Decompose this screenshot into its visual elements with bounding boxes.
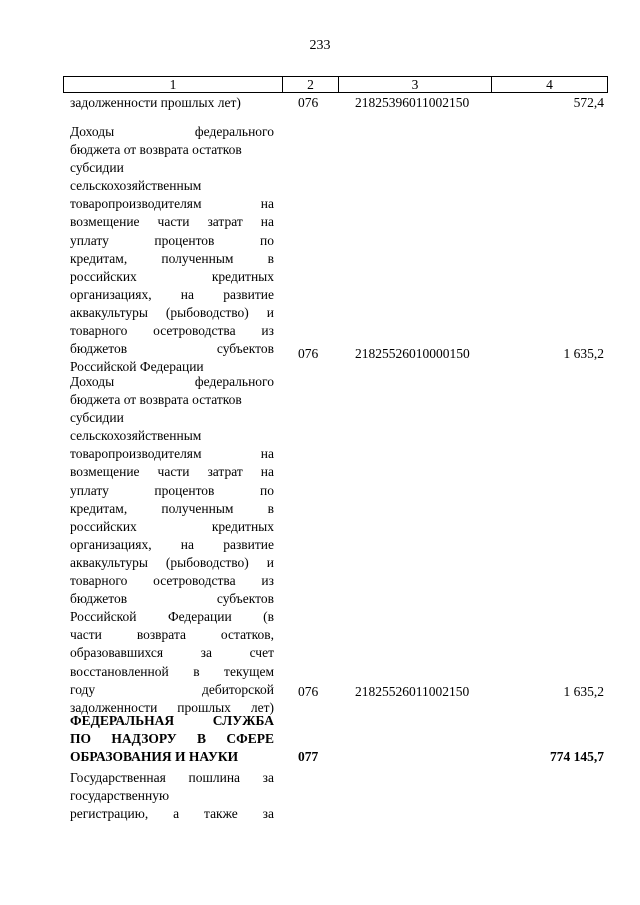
row-description: Доходы федерального бюджета от возврата остатков субсидии сельскохозяйственным товаропроизводителям на возмещение части затрат на уплату процентов по кредитам, полученным в российских кредитных организациях, на развитие аквакультуры (рыбоводство) и товарного осетроводства из бюджетов субъектов Российской Федерации (в части возврата остатков, образовавшихся за счет восстановленной в текущем году дебиторской задолженности прошлых лет) <box>70 374 274 715</box>
column-header-1: 1 <box>64 77 283 93</box>
page-number: 233 <box>309 38 331 53</box>
column-header-4: 4 <box>492 77 608 93</box>
row-admin-code: 076 <box>298 684 319 699</box>
row-description: ФЕДЕРАЛЬНАЯ СЛУЖБА ПО НАДЗОРУ В СФЕРЕ ОБРАЗОВАНИЯ И НАУКИ <box>70 713 274 765</box>
column-header-2: 2 <box>283 77 339 93</box>
row-admin-code: 076 <box>298 346 319 361</box>
row-amount: 572,4 <box>573 95 604 110</box>
table-header <box>63 76 608 93</box>
row-budget-code: 21825526010000150 <box>355 346 470 361</box>
row-admin-code: 077 <box>298 749 319 764</box>
row-amount: 1 635,2 <box>563 684 604 699</box>
row-description: Государственная пошлина за государственную регистрацию, а также за <box>70 770 274 822</box>
row-amount: 774 145,7 <box>550 749 604 764</box>
row-amount: 1 635,2 <box>563 346 604 361</box>
row-admin-code: 076 <box>298 95 319 110</box>
row-budget-code: 21825396011002150 <box>355 95 470 110</box>
row-description: задолженности прошлых лет) <box>70 95 241 110</box>
row-description: Доходы федерального бюджета от возврата остатков субсидии сельскохозяйственным товаропроизводителям на возмещение части затрат на уплату процентов по кредитам, полученным в российских кредитных организациях, на развитие аквакультуры (рыбоводство) и товарного осетроводства из бюджетов субъектов Российской Федерации <box>70 124 274 375</box>
row-budget-code: 21825526011002150 <box>355 684 470 699</box>
column-header-3: 3 <box>339 77 492 93</box>
